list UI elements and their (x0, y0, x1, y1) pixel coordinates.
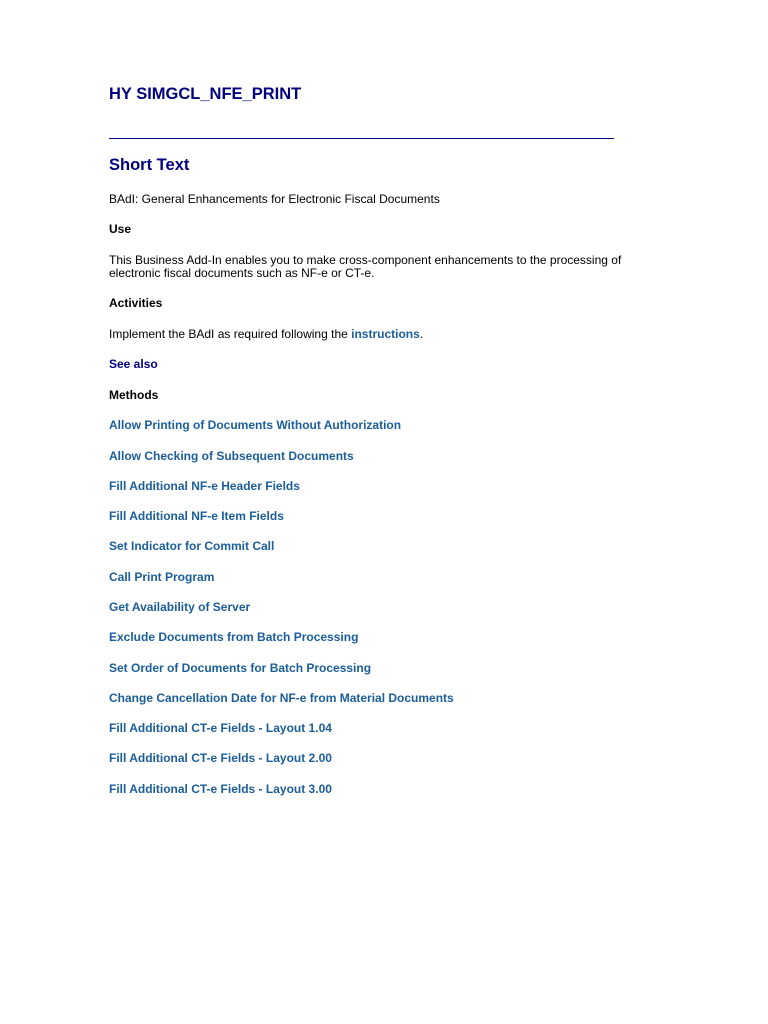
title-divider (109, 138, 614, 139)
method-link-allow-checking[interactable]: Allow Checking of Subsequent Documents (109, 449, 354, 463)
method-link-nfe-header-fields[interactable]: Fill Additional NF-e Header Fields (109, 479, 300, 493)
method-link-nfe-item-fields[interactable]: Fill Additional NF-e Item Fields (109, 509, 284, 523)
method-link-call-print-program[interactable]: Call Print Program (109, 570, 215, 584)
see-also-link[interactable]: See also (109, 357, 158, 371)
use-description: This Business Add-In enables you to make cross-component enhancements to the processing of electronic fiscal documents such as NF-e or CT-e. (109, 253, 622, 280)
method-link-cte-layout-104[interactable]: Fill Additional CT-e Fields - Layout 1.04 (109, 721, 332, 735)
activities-period: . (419, 327, 424, 341)
activities-description (109, 328, 423, 341)
activities-text: Implement the BAdI as required following the (109, 327, 352, 341)
method-link-cte-layout-300[interactable]: Fill Additional CT-e Fields - Layout 3.00 (109, 782, 332, 796)
short-text-description: BAdI: General Enhancements for Electronic Fiscal Documents (109, 192, 440, 206)
use-label: Use (109, 222, 132, 236)
method-link-cte-layout-200[interactable]: Fill Additional CT-e Fields - Layout 2.00 (109, 751, 332, 765)
method-link-order-batch[interactable]: Set Order of Documents for Batch Processing (109, 661, 372, 675)
method-link-commit-indicator[interactable]: Set Indicator for Commit Call (109, 539, 275, 553)
activities-label: Activities (109, 296, 163, 310)
method-link-cancellation-date[interactable]: Change Cancellation Date for NF-e from Material Documents (109, 691, 454, 705)
method-link-exclude-batch[interactable]: Exclude Documents from Batch Processing (109, 630, 359, 644)
method-link-server-availability[interactable]: Get Availability of Server (109, 600, 251, 614)
methods-label: Methods (109, 388, 159, 402)
method-link-allow-printing[interactable]: Allow Printing of Documents Without Authorization (109, 418, 402, 432)
document-title: HY SIMGCL_NFE_PRINT (109, 85, 302, 103)
short-text-heading: Short Text (109, 156, 190, 174)
instructions-link[interactable]: instructions (351, 327, 420, 341)
